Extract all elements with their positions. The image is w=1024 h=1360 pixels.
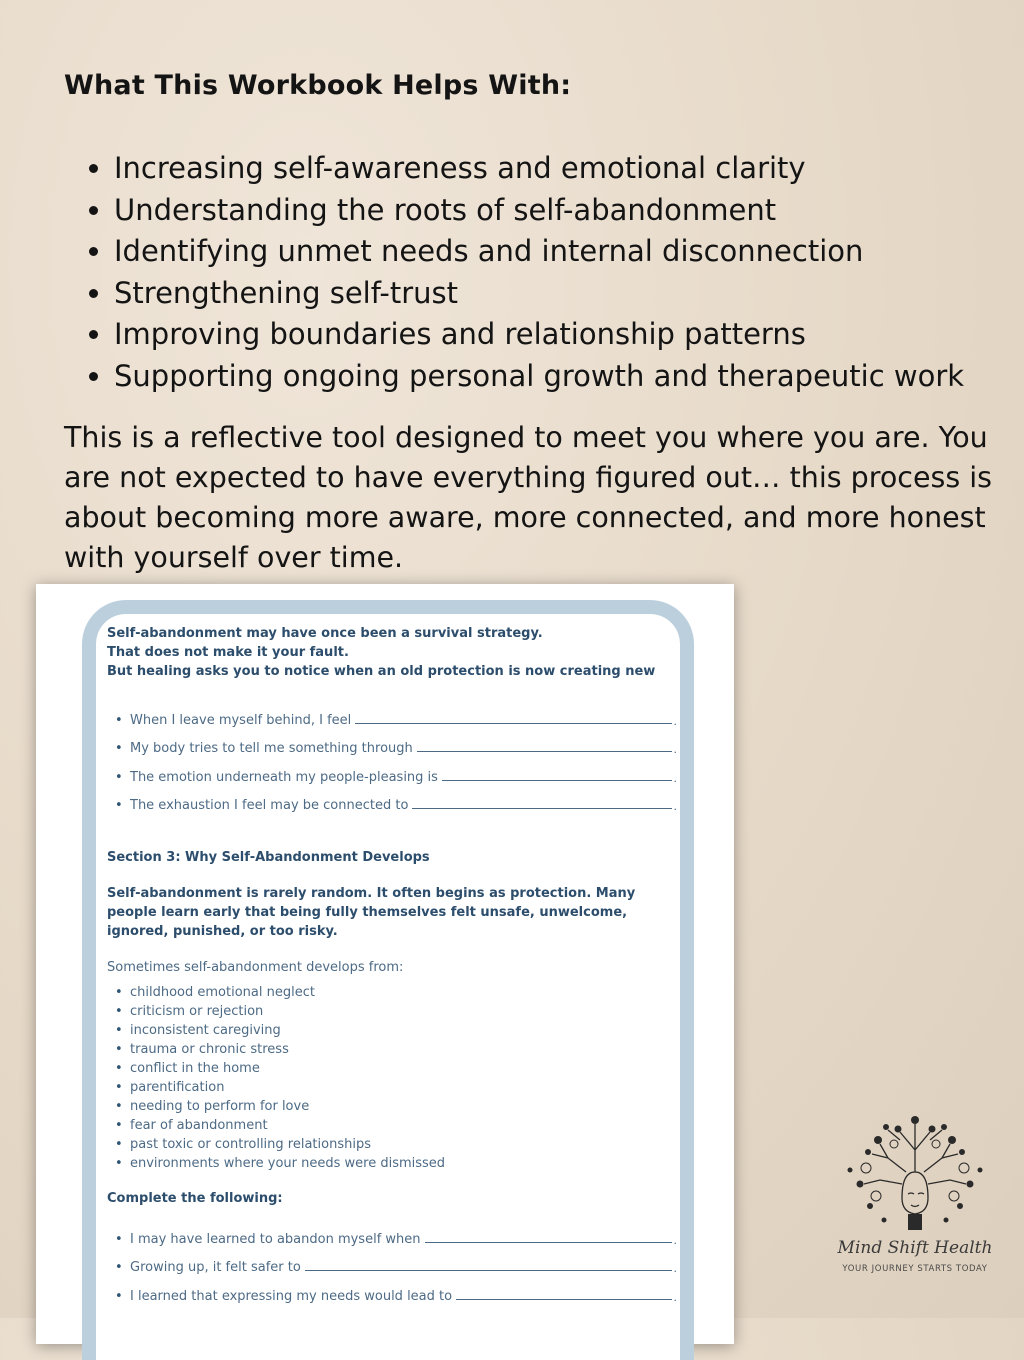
prompt-text: • The emotion underneath my people-pleasing is bbox=[130, 769, 438, 785]
prompt-text: • I learned that expressing my needs would lead to bbox=[130, 1288, 453, 1304]
complete-title: Complete the following: bbox=[107, 1191, 283, 1206]
head-with-branching-thoughts-icon bbox=[840, 1110, 990, 1238]
reflection-prompt: • My body tries to tell me something through . bbox=[107, 728, 677, 757]
cause-item: • environments where your needs were dismissed bbox=[107, 1154, 677, 1173]
reflection-prompt: • When I leave myself behind, I feel . bbox=[107, 699, 677, 728]
page-heading: What This Workbook Helps With: bbox=[64, 70, 572, 101]
benefits-list bbox=[80, 148, 1024, 398]
benefit-item: • Strengthening self-trust bbox=[114, 273, 1024, 315]
brand-logo bbox=[830, 1110, 1000, 1274]
worksheet-content bbox=[107, 624, 677, 1304]
worksheet-lead-line: But healing asks you to notice when an old protection is now creating new bbox=[107, 664, 656, 679]
cause-item: • conflict in the home bbox=[107, 1059, 677, 1078]
prompt-text: • I may have learned to abandon myself when bbox=[130, 1231, 421, 1247]
cause-item: • parentification bbox=[107, 1078, 677, 1097]
reflection-prompt: • The emotion underneath my people-pleasing is . bbox=[107, 756, 677, 785]
answer-line[interactable] bbox=[442, 779, 672, 781]
cause-item: • childhood emotional neglect bbox=[107, 983, 677, 1002]
section-intro: Self-abandonment is rarely random. It often begins as protection. Many people learn early that being fully themselves felt unsafe, unwelcome, ignored, punished, or too risky. bbox=[107, 886, 636, 939]
benefit-item: • Understanding the roots of self-abandonment bbox=[114, 190, 1024, 232]
answer-line[interactable] bbox=[305, 1269, 672, 1271]
completion-prompt: • I learned that expressing my needs would lead to . bbox=[107, 1275, 677, 1304]
worksheet-lead-line: That does not make it your fault. bbox=[107, 645, 349, 660]
worksheet-page bbox=[36, 584, 734, 1344]
benefit-item: • Supporting ongoing personal growth and therapeutic work bbox=[114, 356, 1024, 398]
prompt-text: • The exhaustion I feel may be connected to bbox=[130, 798, 409, 813]
reflection-prompts-list bbox=[107, 699, 677, 813]
causes-intro: Sometimes self-abandonment develops from: bbox=[107, 960, 404, 975]
cause-item: • inconsistent caregiving bbox=[107, 1021, 677, 1040]
benefit-item: • Improving boundaries and relationship patterns bbox=[114, 314, 1024, 356]
cause-item: • needing to perform for love bbox=[107, 1097, 677, 1116]
completion-prompts-list bbox=[107, 1218, 677, 1304]
brand-name: Mind Shift Health bbox=[837, 1238, 993, 1258]
answer-line[interactable] bbox=[417, 750, 672, 752]
section-title: Section 3: Why Self-Abandonment Develops bbox=[107, 850, 430, 865]
reflection-prompt: • The exhaustion I feel may be connected to . bbox=[107, 785, 677, 814]
cause-item: • fear of abandonment bbox=[107, 1116, 677, 1135]
completion-prompt: • I may have learned to abandon myself when . bbox=[107, 1218, 677, 1247]
causes-list bbox=[107, 983, 677, 1173]
cause-item: • criticism or rejection bbox=[107, 1002, 677, 1021]
benefit-item: • Identifying unmet needs and internal disconnection bbox=[114, 231, 1024, 273]
benefit-item: • Increasing self-awareness and emotional clarity bbox=[114, 148, 1024, 190]
answer-line[interactable] bbox=[412, 807, 671, 809]
brand-tagline: YOUR JOURNEY STARTS TODAY bbox=[842, 1264, 988, 1274]
cause-item: • past toxic or controlling relationships bbox=[107, 1135, 677, 1154]
worksheet-lead-line: Self-abandonment may have once been a survival strategy. bbox=[107, 626, 543, 641]
prompt-text: • Growing up, it felt safer to bbox=[130, 1260, 301, 1275]
prompt-text: • When I leave myself behind, I feel bbox=[130, 712, 352, 728]
answer-line[interactable] bbox=[425, 1241, 672, 1243]
intro-paragraph: This is a reflective tool designed to meet you where you are. You are not expected to have everything figured out… this process is about becoming more aware, more connected, and more honest with yourself over time. bbox=[64, 421, 993, 574]
completion-prompt: • Growing up, it felt safer to . bbox=[107, 1247, 677, 1276]
cause-item: • trauma or chronic stress bbox=[107, 1040, 677, 1059]
answer-line[interactable] bbox=[355, 722, 671, 724]
prompt-text: • My body tries to tell me something through bbox=[130, 741, 413, 756]
answer-line[interactable] bbox=[456, 1298, 671, 1300]
